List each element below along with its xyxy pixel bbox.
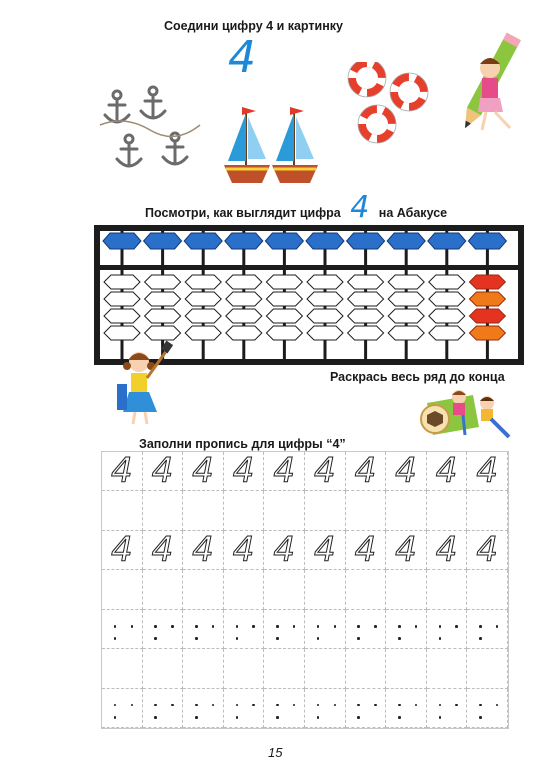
kids-with-pencil-picture xyxy=(413,385,518,450)
guide-dot xyxy=(317,716,320,719)
guide-dot xyxy=(114,716,117,719)
guide-dot xyxy=(334,704,337,707)
girl-with-pencil-picture xyxy=(448,30,528,145)
earth-bead xyxy=(226,292,262,306)
trace-digit: 4 xyxy=(110,530,133,571)
copybook-cell[interactable] xyxy=(264,531,305,570)
guide-dot xyxy=(171,704,174,707)
copybook-cell[interactable] xyxy=(305,531,346,570)
trace-digit: 4 xyxy=(273,451,295,492)
copybook-cell[interactable] xyxy=(183,452,224,491)
earth-bead xyxy=(469,292,505,306)
digit-four-large: 4 xyxy=(228,32,256,83)
copybook-cell[interactable] xyxy=(346,649,387,688)
guide-dot xyxy=(439,716,442,719)
heaven-bead xyxy=(144,233,182,249)
copybook-cell[interactable] xyxy=(143,452,184,491)
copybook-cell[interactable] xyxy=(264,610,305,649)
guide-dot xyxy=(154,625,157,628)
life-ring-icon xyxy=(390,73,428,111)
guide-dot xyxy=(415,625,418,628)
guide-dot xyxy=(236,704,239,707)
earth-bead xyxy=(145,275,181,289)
guide-dot xyxy=(195,716,198,719)
guide-dot xyxy=(334,625,337,628)
earth-bead xyxy=(266,292,302,306)
copybook-cell[interactable] xyxy=(264,649,305,688)
copybook-cell[interactable] xyxy=(386,491,427,530)
copybook-cell[interactable] xyxy=(305,491,346,530)
copybook-cell[interactable] xyxy=(427,570,468,609)
earth-bead xyxy=(185,292,221,306)
sailboat-icon xyxy=(272,107,318,183)
guide-dot xyxy=(236,625,239,628)
sailboats-picture xyxy=(222,103,322,195)
copybook-cell[interactable] xyxy=(427,452,468,491)
guide-dot xyxy=(374,625,377,628)
copybook-cell[interactable] xyxy=(467,491,508,530)
earth-bead xyxy=(145,292,181,306)
trace-digit: 4 xyxy=(232,530,255,571)
anchors-picture xyxy=(95,85,205,185)
earth-bead xyxy=(104,326,140,340)
earth-bead xyxy=(348,292,384,306)
guide-dot xyxy=(439,637,442,640)
earth-bead xyxy=(266,309,302,323)
earth-bead xyxy=(145,326,181,340)
trace-digit: 4 xyxy=(313,451,336,492)
guide-dot xyxy=(357,625,360,628)
girl-with-brush-picture xyxy=(115,340,180,425)
copybook-cell[interactable] xyxy=(386,610,427,649)
earth-bead xyxy=(145,309,181,323)
guide-dot xyxy=(398,637,401,640)
guide-dot xyxy=(439,704,442,707)
earth-bead xyxy=(226,326,262,340)
section2-title-after: на Абакусе xyxy=(378,206,448,220)
copybook-cell[interactable] xyxy=(346,689,387,728)
earth-bead xyxy=(104,309,140,323)
heaven-bead xyxy=(387,233,425,249)
copybook-cell[interactable] xyxy=(467,649,508,688)
copybook-cell[interactable] xyxy=(224,689,265,728)
earth-bead xyxy=(104,275,140,289)
earth-bead xyxy=(226,275,262,289)
section3-title: Раскрась весь ряд до конца xyxy=(330,370,505,384)
heaven-bead xyxy=(428,233,466,249)
heaven-bead xyxy=(184,233,222,249)
guide-dot xyxy=(114,704,117,707)
heaven-bead xyxy=(103,233,141,249)
section1-title: Соедини цифру 4 и картинку xyxy=(164,19,343,33)
copybook-cell[interactable] xyxy=(386,531,427,570)
copybook-cell[interactable] xyxy=(102,452,143,491)
guide-dot xyxy=(154,704,157,707)
copybook-cell[interactable] xyxy=(467,610,508,649)
trace-digit: 4 xyxy=(110,451,133,492)
copybook-cell[interactable] xyxy=(264,491,305,530)
guide-dot xyxy=(212,625,215,628)
guide-dot xyxy=(398,625,401,628)
guide-dot xyxy=(276,704,279,707)
guide-dot xyxy=(195,637,198,640)
copybook-cell[interactable] xyxy=(346,452,387,491)
guide-dot xyxy=(398,716,401,719)
earth-bead xyxy=(266,275,302,289)
guide-dot xyxy=(131,625,134,628)
trace-digit: 4 xyxy=(435,530,458,571)
copybook-cell[interactable] xyxy=(102,570,143,609)
copybook-cell[interactable] xyxy=(183,491,224,530)
section2-title-before: Посмотри, как выглядит цифра xyxy=(145,206,341,220)
copybook-cell[interactable] xyxy=(224,649,265,688)
copybook-cell[interactable] xyxy=(183,610,224,649)
guide-dot xyxy=(317,704,320,707)
copybook-cell[interactable] xyxy=(467,452,508,491)
copybook-cell[interactable] xyxy=(467,531,508,570)
guide-dot xyxy=(114,625,117,628)
earth-bead xyxy=(185,326,221,340)
earth-bead xyxy=(185,275,221,289)
earth-bead xyxy=(429,326,465,340)
guide-dot xyxy=(496,625,499,628)
earth-bead xyxy=(185,309,221,323)
earth-bead xyxy=(469,309,505,323)
copybook-cell[interactable] xyxy=(224,452,265,491)
trace-digit: 4 xyxy=(395,530,417,571)
copybook-cell[interactable] xyxy=(305,649,346,688)
guide-dot xyxy=(252,625,255,628)
guide-dot xyxy=(293,704,296,707)
copybook-cell[interactable] xyxy=(305,610,346,649)
copybook-cell[interactable] xyxy=(102,491,143,530)
copybook-cell[interactable] xyxy=(346,610,387,649)
guide-dot xyxy=(276,716,279,719)
earth-bead xyxy=(307,275,343,289)
copybook-cell[interactable] xyxy=(386,570,427,609)
guide-dot xyxy=(131,704,134,707)
earth-bead xyxy=(429,292,465,306)
guide-dot xyxy=(398,704,401,707)
guide-dot xyxy=(276,625,279,628)
guide-dot xyxy=(357,704,360,707)
earth-bead xyxy=(429,275,465,289)
earth-bead xyxy=(226,309,262,323)
guide-dot xyxy=(357,637,360,640)
life-ring-icon xyxy=(358,105,396,143)
copybook-cell[interactable] xyxy=(102,649,143,688)
page-number: 15 xyxy=(268,745,283,760)
copybook-cell[interactable] xyxy=(386,689,427,728)
earth-bead xyxy=(104,292,140,306)
earth-bead xyxy=(388,326,424,340)
pencil-icon xyxy=(421,395,479,435)
earth-bead xyxy=(307,326,343,340)
trace-digit: 4 xyxy=(192,451,214,492)
copybook-cell[interactable] xyxy=(143,689,184,728)
guide-dot xyxy=(374,704,377,707)
guide-dot xyxy=(357,716,360,719)
copybook-grid xyxy=(101,451,509,729)
copybook-cell[interactable] xyxy=(427,649,468,688)
guide-dot xyxy=(317,637,320,640)
guide-dot xyxy=(439,625,442,628)
heaven-bead xyxy=(347,233,385,249)
guide-dot xyxy=(479,625,482,628)
trace-digit: 4 xyxy=(151,451,174,492)
trace-digit: 4 xyxy=(273,530,295,571)
copybook-cell[interactable] xyxy=(346,531,387,570)
copybook-cell[interactable] xyxy=(224,610,265,649)
copybook-cell[interactable] xyxy=(305,452,346,491)
copybook-cell[interactable] xyxy=(102,610,143,649)
copybook-cell[interactable] xyxy=(386,452,427,491)
copybook-cell[interactable] xyxy=(224,570,265,609)
earth-bead xyxy=(307,292,343,306)
earth-bead xyxy=(348,275,384,289)
copybook-cell[interactable] xyxy=(224,531,265,570)
guide-dot xyxy=(236,716,239,719)
copybook-cell[interactable] xyxy=(264,570,305,609)
copybook-cell[interactable] xyxy=(264,689,305,728)
guide-dot xyxy=(479,716,482,719)
copybook-cell[interactable] xyxy=(183,649,224,688)
guide-dot xyxy=(496,704,499,707)
copybook-cell[interactable] xyxy=(427,531,468,570)
guide-dot xyxy=(252,704,255,707)
guide-dot xyxy=(455,625,458,628)
guide-dot xyxy=(195,625,198,628)
trace-digit: 4 xyxy=(313,530,336,571)
copybook-cell[interactable] xyxy=(143,570,184,609)
earth-bead xyxy=(429,309,465,323)
copybook-cell[interactable] xyxy=(143,531,184,570)
copybook-cell[interactable] xyxy=(305,570,346,609)
trace-digit: 4 xyxy=(354,530,377,571)
guide-dot xyxy=(276,637,279,640)
trace-digit: 4 xyxy=(476,451,498,492)
copybook-cell[interactable] xyxy=(183,531,224,570)
guide-dot xyxy=(154,716,157,719)
copybook-cell[interactable] xyxy=(102,531,143,570)
trace-digit: 4 xyxy=(395,451,417,492)
heaven-bead xyxy=(468,233,506,249)
trace-digit: 4 xyxy=(435,451,458,492)
trace-digit: 4 xyxy=(192,530,214,571)
earth-bead xyxy=(348,309,384,323)
sailboat-icon xyxy=(224,107,270,183)
guide-dot xyxy=(195,704,198,707)
section4-title: Заполни пропись для цифры “4” xyxy=(139,437,346,451)
earth-bead xyxy=(388,309,424,323)
heaven-bead xyxy=(225,233,263,249)
earth-bead xyxy=(307,309,343,323)
copybook-cell[interactable] xyxy=(102,689,143,728)
earth-bead xyxy=(388,275,424,289)
life-ring-icon xyxy=(348,62,386,97)
heaven-bead xyxy=(306,233,344,249)
guide-dot xyxy=(455,704,458,707)
copybook-cell[interactable] xyxy=(305,689,346,728)
copybook-cell[interactable] xyxy=(183,689,224,728)
guide-dot xyxy=(171,625,174,628)
earth-bead xyxy=(469,326,505,340)
copybook-cell[interactable] xyxy=(467,570,508,609)
guide-dot xyxy=(479,637,482,640)
earth-bead xyxy=(348,326,384,340)
guide-dot xyxy=(212,704,215,707)
copybook-cell[interactable] xyxy=(467,689,508,728)
copybook-cell[interactable] xyxy=(346,491,387,530)
guide-dot xyxy=(415,704,418,707)
copybook-cell[interactable] xyxy=(427,491,468,530)
guide-dot xyxy=(317,625,320,628)
copybook-cell[interactable] xyxy=(143,649,184,688)
copybook-cell[interactable] xyxy=(143,491,184,530)
copybook-cell[interactable] xyxy=(264,452,305,491)
copybook-cell[interactable] xyxy=(143,610,184,649)
guide-dot xyxy=(114,637,117,640)
digit-four-inline: 4 xyxy=(350,190,370,225)
earth-bead xyxy=(388,292,424,306)
guide-dot xyxy=(293,625,296,628)
copybook-cell[interactable] xyxy=(224,491,265,530)
earth-bead xyxy=(469,275,505,289)
anchor-icon xyxy=(105,87,187,166)
guide-dot xyxy=(154,637,157,640)
trace-digit: 4 xyxy=(151,530,174,571)
section2-title xyxy=(145,190,448,225)
copybook-cell[interactable] xyxy=(183,570,224,609)
earth-bead xyxy=(266,326,302,340)
trace-digit: 4 xyxy=(354,451,377,492)
copybook-cell[interactable] xyxy=(386,649,427,688)
guide-dot xyxy=(479,704,482,707)
guide-dot xyxy=(236,637,239,640)
life-rings-picture xyxy=(347,62,437,148)
trace-digit: 4 xyxy=(232,451,255,492)
copybook-cell[interactable] xyxy=(427,689,468,728)
copybook-cell[interactable] xyxy=(427,610,468,649)
heaven-bead xyxy=(265,233,303,249)
trace-digit: 4 xyxy=(476,530,498,571)
copybook-cell[interactable] xyxy=(346,570,387,609)
